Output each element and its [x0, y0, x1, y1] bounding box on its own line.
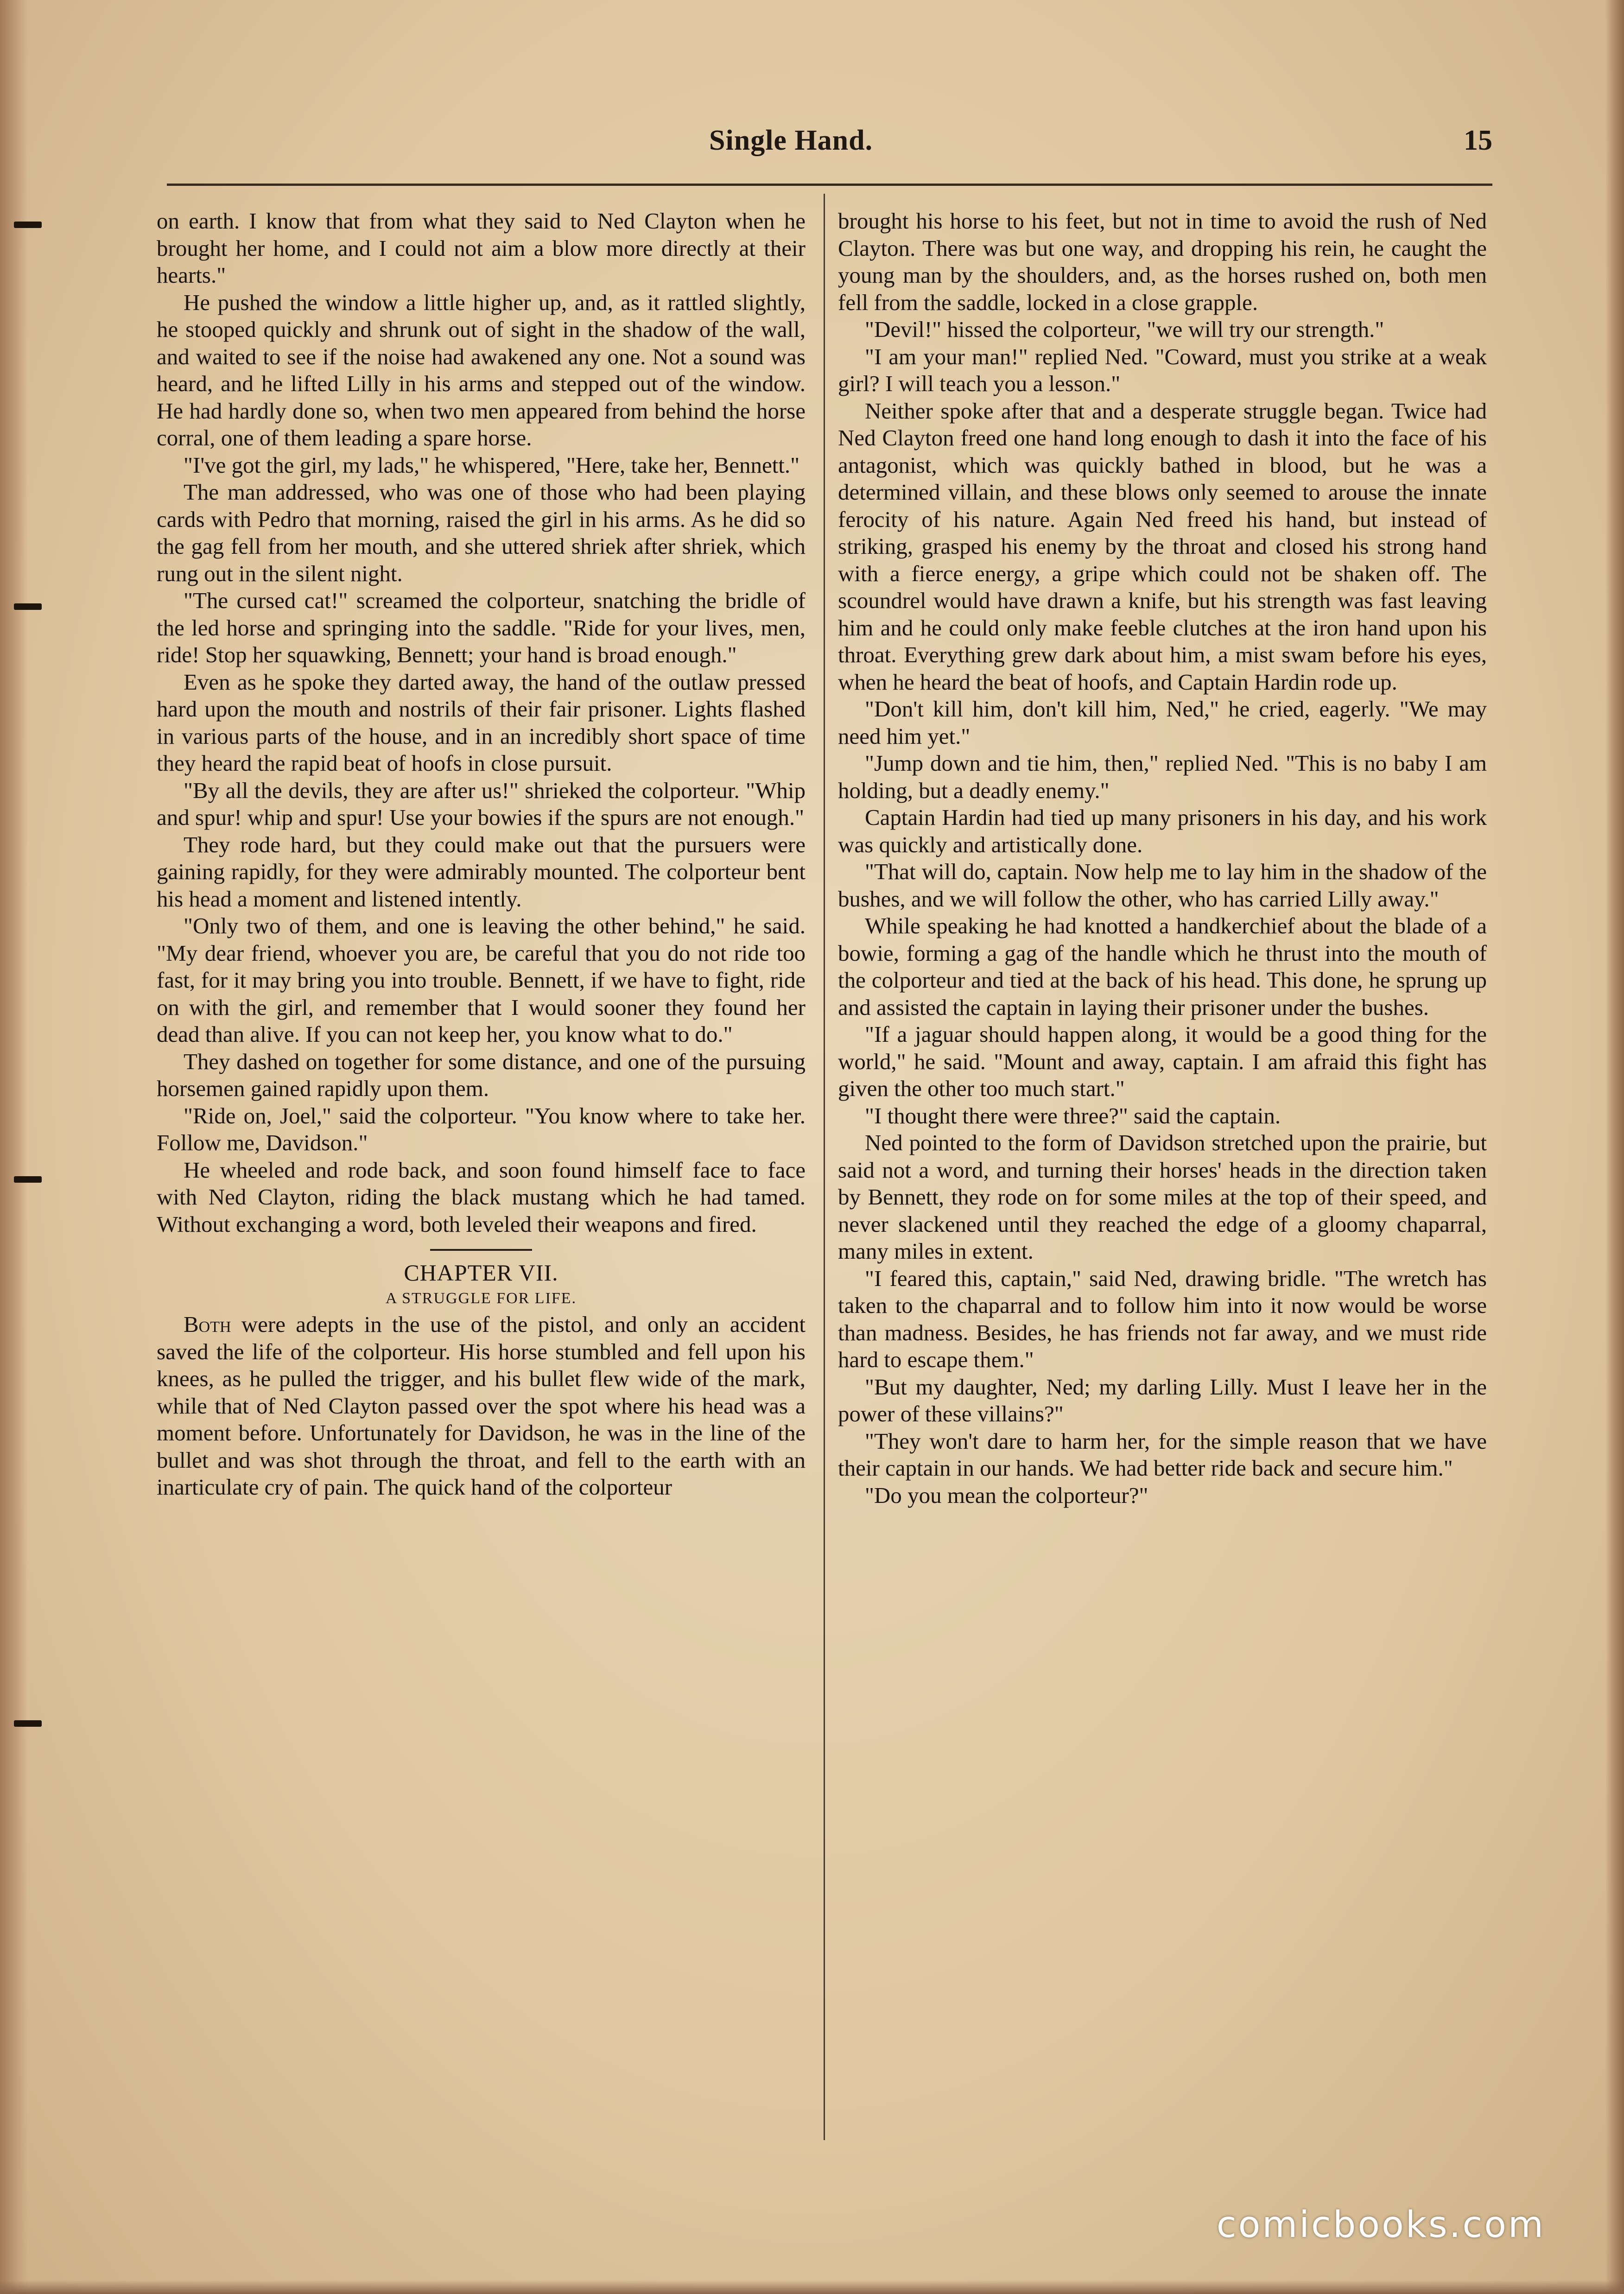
paragraph: While speaking he had knotted a handkerchief about the blade of a bowie, forming a gag of the handle which he thrust into the mouth of the colporteur and tied at the back of his head. This done, he sprung up and assisted the captain in laying their prisoner under the bushes. — [838, 913, 1487, 1020]
paragraph: "But my daughter, Ned; my darling Lilly. Must I leave her in the power of these villains?" — [838, 1374, 1487, 1426]
left-column — [157, 208, 806, 2154]
chapter-opening-paragraph — [157, 1311, 806, 1501]
paragraph: "Don't kill him, don't kill him, Ned," he cried, eagerly. "We may need him yet." — [838, 696, 1487, 749]
paragraph: "I thought there were three?" said the captain. — [865, 1103, 1281, 1128]
site-watermark: comicbooks.com — [1216, 2204, 1545, 2246]
paragraph: Even as he spoke they darted away, the hand of the outlaw pressed hard upon the mouth and nostrils of their fair prisoner. Lights flashed in various parts of the house, and in an incredibly short space of time they heard the rapid beat of hoofs in close pursuit. — [157, 669, 806, 776]
binding-stitch — [14, 1720, 42, 1727]
paragraph: "Do you mean the colporteur?" — [865, 1482, 1148, 1508]
paragraph: "I am your man!" replied Ned. "Coward, must you strike at a weak girl? I will teach you a lesson." — [838, 343, 1487, 396]
binding-stitch — [14, 1176, 42, 1183]
paragraph: Ned pointed to the form of Davidson stretched upon the prairie, but said not a word, and turning their horses' heads in the direction taken by Bennett, they rode on for some miles at the top of their speed, and never slackened until they reached the edge of a gloomy chaparral, many miles in extent. — [838, 1130, 1487, 1264]
paragraph: on earth. I know that from what they said to Ned Clayton when he brought her home, and I could not aim a blow more directly at their hearts." — [157, 208, 806, 288]
page-spine-edge — [0, 0, 28, 2294]
header-rule — [167, 184, 1492, 186]
paragraph: "Ride on, Joel," said the colporteur. "You know where to take her. Follow me, Davidson." — [157, 1103, 806, 1155]
paragraph: "The cursed cat!" screamed the colporteur, snatching the bridle of the led horse and springing into the saddle. "Ride for your lives, men, ride! Stop her squawking, Bennett; your hand is broad enough." — [157, 588, 806, 667]
page-right-edge — [1605, 0, 1624, 2294]
paragraph: Neither spoke after that and a desperate struggle began. Twice had Ned Clayton freed one hand long enough to dash it into the face of his antagonist, which was quickly bathed in blood, but he was a determined villain, and these blows only seemed to arouse the innate ferocity of his nature. Again Ned freed his hand, but instead of striking, grasped his enemy by the throat and closed his strong hand with a fierce energy, a gripe which could not be shaken off. The scoundrel would have drawn a knife, but his strength was fast leaving him and he could only make feeble clutches at the iron hand upon his throat. Everything grew dark about him, a mist swam before his eyes, when he heard the beat of hoofs, and Captain Hardin rode up. — [838, 398, 1487, 695]
paragraph: Captain Hardin had tied up many prisoners in his day, and his work was quickly and artistically done. — [838, 805, 1487, 857]
paragraph: The man addressed, who was one of those who had been playing cards with Pedro that morning, raised the girl in his arms. As he did so the gag fell from her mouth, and she uttered shriek after shriek, which rung out in the silent night. — [157, 479, 806, 586]
paragraph: brought his horse to his feet, but not in time to avoid the rush of Ned Clayton. There was but one way, and dropping his rein, he caught the young man by the shoulders, and, as the horses rushed on, both men fell from the saddle, locked in a close grapple. — [838, 208, 1487, 315]
paragraph: "Jump down and tie him, then," replied Ned. "This is no baby I am holding, but a deadly enemy." — [838, 750, 1487, 803]
paragraph: "I've got the girl, my lads," he whispered, "Here, take her, Bennett." — [184, 452, 800, 478]
paragraph: He wheeled and rode back, and soon found himself face to face with Ned Clayton, riding the black mustang which he had tamed. Without exchanging a word, both leveled their weapons and fired. — [157, 1157, 806, 1237]
paragraph: "If a jaguar should happen along, it would be a good thing for the world," he said. "Mount and away, captain. I am afraid this fight has given the other too much start." — [838, 1021, 1487, 1101]
binding-stitch — [14, 603, 42, 610]
right-column — [838, 208, 1487, 2154]
chapter-lead-word: Both — [184, 1312, 231, 1337]
chapter-title: CHAPTER VII. — [404, 1260, 558, 1286]
paragraph: He pushed the window a little higher up, and, as it rattled slightly, he stooped quickly and shrunk out of sight in the shadow of the wall, and waited to see if the noise had awakened any one. Not a sound was heard, and he lifted Lilly in his arms and stepped out of the window. He had hardly done so, when two men appeared from behind the horse corral, one of them leading a spare horse. — [157, 289, 806, 450]
paragraph: "Devil!" hissed the colporteur, "we will try our strength." — [865, 317, 1384, 342]
paragraph: They dashed on together for some distance, and one of the pursuing horsemen gained rapidly upon them. — [157, 1048, 806, 1101]
running-head: Single Hand. — [709, 125, 873, 156]
column-divider — [824, 194, 825, 2140]
paragraph: "They won't dare to harm her, for the simple reason that we have their captain in our hands. We had better ride back and secure him." — [838, 1428, 1487, 1481]
paragraph: "By all the devils, they are after us!" shrieked the colporteur. "Whip and spur! whip and spur! Use your bowies if the spurs are not enough." — [157, 777, 806, 830]
chapter-paragraph-text: were adepts in the use of the pistol, and only an accident saved the life of the colporteur. His horse stumbled and fell upon his knees, as he pulled the trigger, and his bullet flew wide of the mark, while that of Ned Clayton passed over the spot where his head was a moment before. Unfortunately for Davidson, he was in the line of the bullet and was shot through the throat, and fell to the earth with an inarticulate cry of pain. The quick hand of the colporteur — [157, 1312, 806, 1500]
page-header — [158, 124, 1492, 161]
chapter-subtitle: A STRUGGLE FOR LIFE. — [385, 1290, 577, 1307]
paragraph: "Only two of them, and one is leaving the other behind," he said. "My dear friend, whoever you are, be careful that you do not ride too fast, for it may bring you into trouble. Bennett, if we have to fight, ride on with the girl, and remember that I would sooner they found her dead than alive. If you can not keep her, you know what to do." — [157, 913, 806, 1047]
chapter-rule — [430, 1249, 532, 1251]
binding-stitch — [14, 222, 42, 228]
paragraph: "That will do, captain. Now help me to lay him in the shadow of the bushes, and we will follow the other, who has carried Lilly away." — [838, 859, 1487, 912]
paragraph: They rode hard, but they could make out that the pursuers were gaining rapidly, for they were admirably mounted. The colporteur bent his head a moment and listened intently. — [157, 831, 806, 912]
paragraph: "I feared this, captain," said Ned, drawing bridle. "The wretch has taken to the chaparral and to follow him into it now would be worse than madness. Besides, he has friends not far away, and we must ride hard to escape them." — [838, 1265, 1487, 1372]
page-number: 15 — [1464, 125, 1492, 156]
page-bottom-edge — [0, 2280, 1624, 2294]
